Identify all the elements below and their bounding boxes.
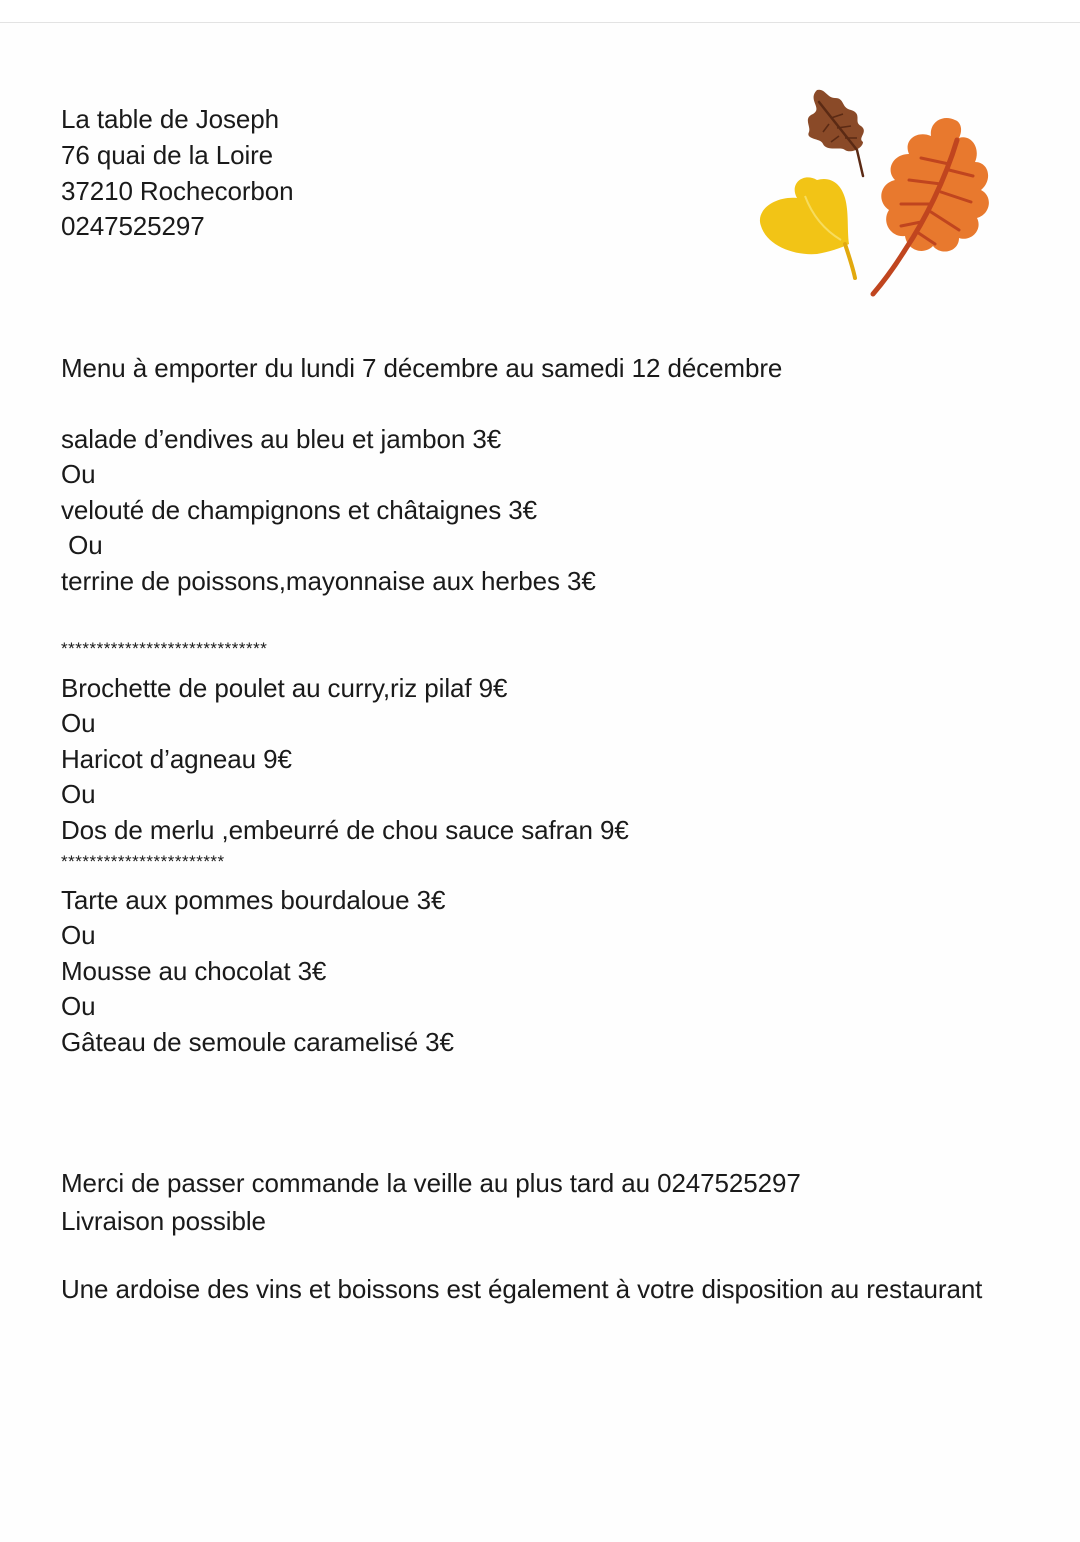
menu-title: Menu à emporter du lundi 7 décembre au samedi 12 décembre [61,353,783,383]
starter-item: velouté de champignons et châtaignes 3€ [61,495,537,525]
wine-note: Une ardoise des vins et boissons est également à votre disposition au restaurant [61,1274,983,1304]
or-separator: Ou [61,708,96,738]
restaurant-address: 76 quai de la Loire [61,140,274,170]
course-separator: *********************** [61,852,225,871]
dessert-item: Mousse au chocolat 3€ [61,956,327,986]
or-separator: Ou [61,920,96,950]
main-item: Haricot d’agneau 9€ [61,744,292,774]
dessert-item: Gâteau de semoule caramelisé 3€ [61,1027,454,1057]
orange-leaf-icon [873,118,989,294]
dessert-item: Tarte aux pommes bourdaloue 3€ [61,885,446,915]
or-separator: Ou [61,459,96,489]
or-separator: Ou [61,991,96,1021]
main-item: Brochette de poulet au curry,riz pilaf 9€ [61,673,508,703]
or-separator: Ou [61,779,96,809]
starter-item: terrine de poissons,mayonnaise aux herbes 3€ [61,566,596,596]
top-divider [0,0,1080,23]
or-separator: Ou [61,530,103,560]
restaurant-phone: 0247525297 [61,211,205,241]
autumn-leaves-illustration [745,80,1005,320]
starter-item: salade d’endives au bleu et jambon 3€ [61,424,502,454]
restaurant-name: La table de Joseph [61,104,279,134]
order-note: Merci de passer commande la veille au plus tard au 0247525297 [61,1168,801,1198]
yellow-leaf-icon [760,177,855,278]
brown-leaf-icon [808,90,864,176]
course-separator: ***************************** [61,639,268,658]
delivery-note: Livraison possible [61,1206,266,1236]
main-item: Dos de merlu ,embeurré de chou sauce safran 9€ [61,815,629,845]
restaurant-city: 37210 Rochecorbon [61,176,294,206]
